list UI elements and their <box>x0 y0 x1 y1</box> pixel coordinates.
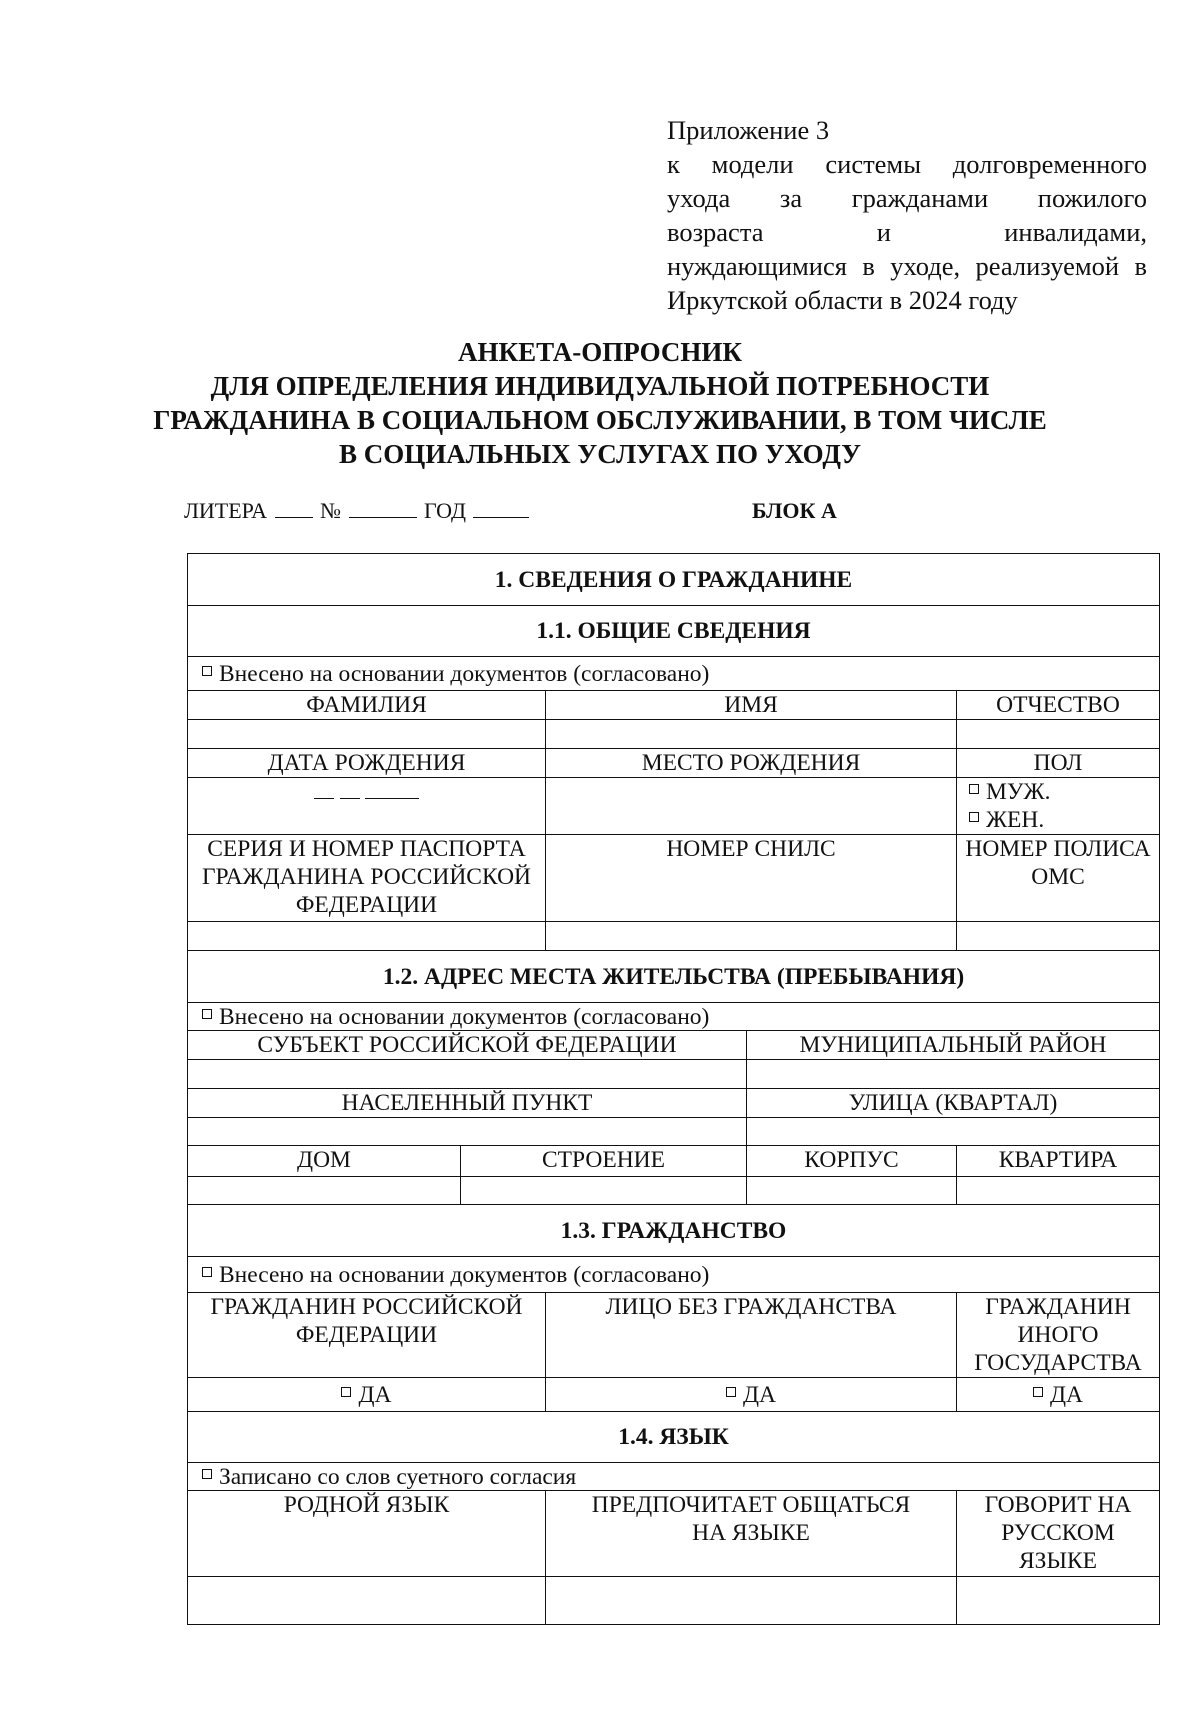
street-header: УЛИЦА (КВАРТАЛ) <box>747 1089 1160 1118</box>
checkbox-female[interactable] <box>969 812 979 822</box>
checkbox[interactable] <box>202 1267 212 1277</box>
number-label: № <box>320 498 341 523</box>
checkbox-male[interactable] <box>969 784 979 794</box>
documents-note <box>188 1003 1160 1031</box>
documents-note <box>188 1257 1160 1293</box>
appendix-line: к модели системы долговременного <box>667 149 1147 179</box>
rf-citizen-header: ГРАЖДАНИН РОССИЙСКОЙ ФЕДЕРАЦИИ <box>188 1293 546 1378</box>
appendix-line: Приложение 3 <box>667 115 830 145</box>
oms-field[interactable] <box>957 922 1160 951</box>
stateless-header: ЛИЦО БЕЗ ГРАЖДАНСТВА <box>546 1293 957 1378</box>
subsection-title-citizenship: 1.3. ГРАЖДАНСТВО <box>188 1205 1160 1257</box>
words-note <box>188 1463 1160 1491</box>
month-blank <box>340 780 360 799</box>
appendix-line: Иркутской области в 2024 году <box>667 285 1018 315</box>
documents-note-label: Внесено на основании документов (согласовано) <box>219 1003 710 1030</box>
title-line: В СОЦИАЛЬНЫХ УСЛУГАХ ПО УХОДУ <box>338 439 862 469</box>
day-blank <box>314 780 334 799</box>
litera-label: ЛИТЕРА <box>184 498 267 523</box>
preferred-language-header: ПРЕДПОЧИТАЕТ ОБЩАТЬСЯ НА ЯЗЫКЕ <box>546 1491 957 1577</box>
registration-line <box>184 498 531 524</box>
rf-citizen-option <box>188 1378 546 1412</box>
year-blank <box>365 780 419 799</box>
subject-header: СУБЪЕКТ РОССИЙСКОЙ ФЕДЕРАЦИИ <box>188 1031 747 1060</box>
sex-male-label: МУЖ. <box>986 779 1051 805</box>
year-field[interactable] <box>473 499 529 518</box>
foreign-citizen-header: ГРАЖДАНИН ИНОГО ГОСУДАРСТВА <box>957 1293 1160 1378</box>
snils-field[interactable] <box>546 922 957 951</box>
checkbox[interactable] <box>341 1387 351 1397</box>
appendix-block <box>667 113 1147 317</box>
citizen-info-table <box>187 553 1160 1625</box>
documents-note <box>188 657 1160 691</box>
checkbox[interactable] <box>202 1009 212 1019</box>
words-note-label: Записано со слов суетного согласия <box>219 1463 577 1490</box>
appendix-line: ухода за гражданами пожилого <box>667 183 1147 213</box>
checkbox[interactable] <box>202 666 212 676</box>
preferred-language-field[interactable] <box>546 1577 957 1625</box>
locality-field[interactable] <box>188 1118 747 1146</box>
birth-place-header: МЕСТО РОЖДЕНИЯ <box>546 749 957 778</box>
birth-place-field[interactable] <box>546 778 957 835</box>
documents-note-label: Внесено на основании документов (согласовано) <box>219 660 710 687</box>
oms-header: НОМЕР ПОЛИСА ОМС <box>957 835 1160 922</box>
foreign-citizen-option <box>957 1378 1160 1412</box>
appendix-line: нуждающимися в уходе, реализуемой в <box>667 251 1147 281</box>
building-field[interactable] <box>461 1177 747 1205</box>
title-line: ДЛЯ ОПРЕДЕЛЕНИЯ ИНДИВИДУАЛЬНОЙ ПОТРЕБНОСТИ <box>210 371 990 401</box>
checkbox[interactable] <box>202 1469 212 1479</box>
subsection-title-general: 1.1. ОБЩИЕ СВЕДЕНИЯ <box>188 606 1160 657</box>
section-title: 1. СВЕДЕНИЯ О ГРАЖДАНИНЕ <box>188 554 1160 606</box>
documents-note-label: Внесено на основании документов (согласовано) <box>219 1261 710 1288</box>
yes-label: ДА <box>358 1381 392 1408</box>
passport-field[interactable] <box>188 922 546 951</box>
year-label: ГОД <box>424 498 466 523</box>
house-field[interactable] <box>188 1177 461 1205</box>
number-field[interactable] <box>349 499 417 518</box>
speaks-russian-header: ГОВОРИТ НА РУССКОМ ЯЗЫКЕ <box>957 1491 1160 1577</box>
appendix-line: возраста и инвалидами, <box>667 217 1147 247</box>
subject-field[interactable] <box>188 1060 747 1089</box>
litera-field[interactable] <box>275 499 313 518</box>
patronymic-field[interactable] <box>957 720 1160 749</box>
sex-options <box>957 778 1160 835</box>
locality-header: НАСЕЛЕННЫЙ ПУНКТ <box>188 1089 747 1118</box>
checkbox[interactable] <box>726 1387 736 1397</box>
yes-label: ДА <box>742 1381 776 1408</box>
title-line: ГРАЖДАНИНА В СОЦИАЛЬНОМ ОБСЛУЖИВАНИИ, В ТОМ ЧИСЛЕ <box>153 405 1047 435</box>
surname-field[interactable] <box>188 720 546 749</box>
block-label: БЛОК А <box>752 498 837 523</box>
native-language-field[interactable] <box>188 1577 546 1625</box>
native-language-header: РОДНОЙ ЯЗЫК <box>188 1491 546 1577</box>
apartment-field[interactable] <box>957 1177 1160 1205</box>
building-header: СТРОЕНИЕ <box>461 1146 747 1177</box>
apartment-header: КВАРТИРА <box>957 1146 1160 1177</box>
speaks-russian-field[interactable] <box>957 1577 1160 1625</box>
block-header: КОРПУС <box>747 1146 957 1177</box>
district-field[interactable] <box>747 1060 1160 1089</box>
checkbox[interactable] <box>1033 1387 1043 1397</box>
document-title <box>100 335 1100 471</box>
birth-date-header: ДАТА РОЖДЕНИЯ <box>188 749 546 778</box>
sex-female-label: ЖЕН. <box>986 807 1045 833</box>
yes-label: ДА <box>1049 1381 1083 1408</box>
subsection-title-language: 1.4. ЯЗЫК <box>188 1412 1160 1463</box>
house-header: ДОМ <box>188 1146 461 1177</box>
surname-header: ФАМИЛИЯ <box>188 691 546 720</box>
snils-header: НОМЕР СНИЛС <box>546 835 957 922</box>
street-field[interactable] <box>747 1118 1160 1146</box>
sex-header: ПОЛ <box>957 749 1160 778</box>
name-field[interactable] <box>546 720 957 749</box>
name-header: ИМЯ <box>546 691 957 720</box>
subsection-title-address: 1.2. АДРЕС МЕСТА ЖИТЕЛЬСТВА (ПРЕБЫВАНИЯ) <box>188 951 1160 1003</box>
title-line: АНКЕТА-ОПРОСНИК <box>458 337 742 367</box>
patronymic-header: ОТЧЕСТВО <box>957 691 1160 720</box>
passport-header: СЕРИЯ И НОМЕР ПАСПОРТА ГРАЖДАНИНА РОССИЙСКОЙ ФЕДЕРАЦИИ <box>188 835 546 922</box>
birth-date-field[interactable] <box>188 778 546 835</box>
district-header: МУНИЦИПАЛЬНЫЙ РАЙОН <box>747 1031 1160 1060</box>
block-field[interactable] <box>747 1177 957 1205</box>
stateless-option <box>546 1378 957 1412</box>
